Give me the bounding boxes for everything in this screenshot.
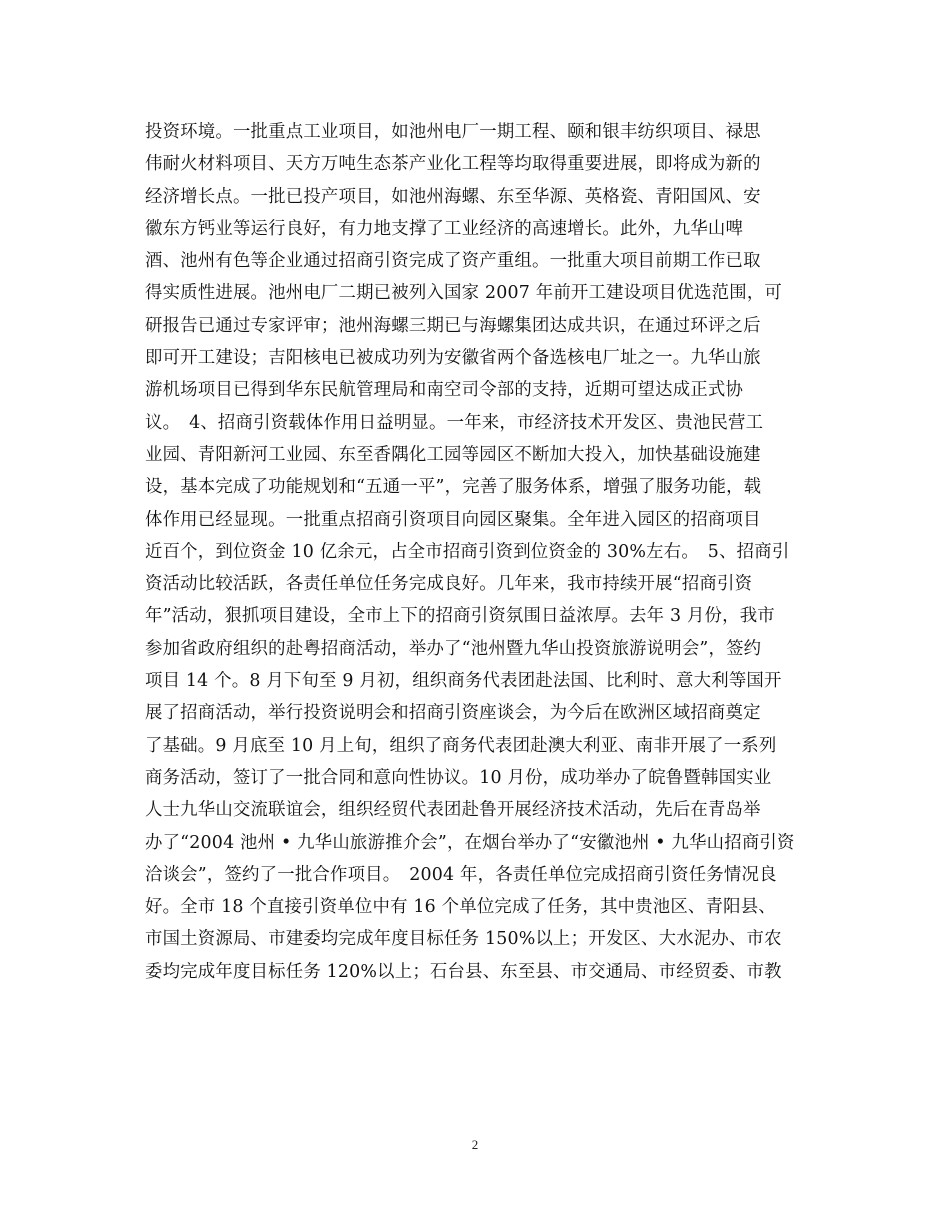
text-line: 参加省政府组织的赴粤招商活动，举办了“池州暨九华山投资旅游说明会”，签约	[145, 638, 762, 659]
text-line: 年”活动，狠抓项目建设，全市上下的招商引资氛围日益浓厚。去年 3 月份，我市	[145, 606, 775, 627]
text-line: 即可开工建设；吉阳核电已被成功列为安徽省两个备选核电厂址之一。九华山旅	[145, 348, 761, 369]
text-line: 投资环境。一批重点工业项目，如池州电厂一期工程、颐和银丰纺织项目、禄思	[145, 122, 761, 142]
body-text	[145, 116, 815, 988]
text-line: 体作用已经显现。一批重点招商引资项目向园区聚集。全年进入园区的招商项目	[145, 509, 761, 530]
text-line: 办了“2004 池州 • 九华山旅游推介会”，在烟台举办了“安徽池州 • 九华山招商引资	[145, 832, 795, 853]
text-line: 议。 4、招商引资载体作用日益明显。一年来，市经济技术开发区、贵池民营工	[145, 412, 764, 433]
text-line: 人士九华山交流联谊会，组织经贸代表团赴鲁开展经济技术活动，先后在青岛举	[145, 800, 761, 821]
text-line: 项目 14 个。8 月下旬至 9 月初，组织商务代表团赴法国、比利时、意大利等国开	[145, 671, 782, 692]
text-line: 了基础。9 月底至 10 月上旬，组织了商务代表团赴澳大利亚、南非开展了一系列	[145, 735, 777, 756]
page-number: 2	[471, 1137, 479, 1152]
text-line: 徽东方钙业等运行良好，有力地支撑了工业经济的高速增长。此外，九华山啤	[145, 218, 744, 239]
text-line: 展了招商活动，举行投资说明会和招商引资座谈会，为今后在欧洲区域招商奠定	[145, 703, 761, 724]
text-line: 委均完成年度目标任务 120%以上；石台县、东至县、市交通局、市经贸委、市教	[145, 961, 782, 982]
text-line: 商务活动，签订了一批合同和意向性协议。10 月份，成功举办了皖鲁暨韩国实业	[145, 767, 772, 788]
text-line: 酒、池州有色等企业通过招商引资完成了资产重组。一批重大项目前期工作已取	[145, 251, 761, 272]
text-line: 设，基本完成了功能规划和“五通一平”，完善了服务体系，增强了服务功能，载	[145, 477, 762, 498]
text-line: 业园、青阳新河工业园、东至香隅化工园等园区不断加大投入，加快基础设施建	[145, 444, 761, 465]
text-line: 近百个，到位资金 10 亿余元，占全市招商引资到位资金的 30%左右。 5、招商引	[145, 541, 790, 562]
text-line: 资活动比较活跃，各责任单位任务完成良好。几年来，我市持续开展“招商引资	[145, 574, 753, 595]
text-line: 洽谈会”，签约了一批合作项目。 2004 年，各责任单位完成招商引资任务情况良	[145, 864, 777, 885]
text-line: 伟耐火材料项目、天方万吨生态茶产业化工程等均取得重要进展，即将成为新的	[145, 154, 761, 175]
text-line: 好。全市 18 个直接引资单位中有 16 个单位完成了任务，其中贵池区、青阳县、	[145, 897, 776, 918]
text-line: 得实质性进展。池州电厂二期已被列入国家 2007 年前开工建设项目优选范围，可	[145, 283, 783, 304]
text-line: 市国土资源局、市建委均完成年度目标任务 150%以上；开发区、大水泥办、市农	[145, 929, 782, 950]
text-line: 经济增长点。一批已投产项目，如池州海螺、东至华源、英格瓷、青阳国风、安	[145, 186, 761, 207]
text-line: 游机场项目已得到华东民航管理局和南空司令部的支持，近期可望达成正式协	[145, 380, 744, 401]
text-line: 研报告已通过专家评审；池州海螺三期已与海螺集团达成共识，在通过环评之后	[145, 315, 761, 336]
